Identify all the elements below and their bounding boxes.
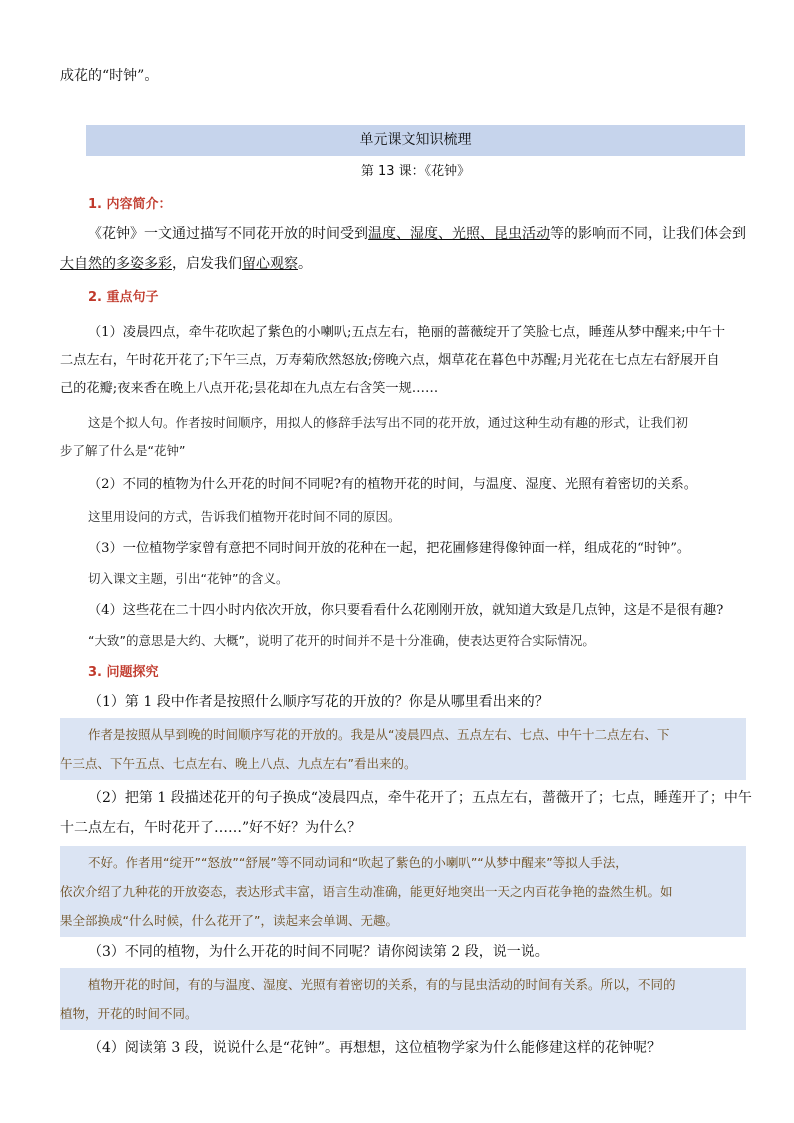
answer-3-line-2: 植物，开花的时间不同。 bbox=[60, 1006, 198, 1021]
intro-text: ，启发我们 bbox=[172, 256, 242, 272]
section-banner: 单元课文知识梳理 bbox=[86, 125, 745, 156]
note-2: 这里用设问的方式，告诉我们植物开花时间不同的原因。 bbox=[88, 509, 401, 524]
sentence-4: （4）这些花在二十四小时内依次开放，你只要看看什么花刚刚开放，就知道大致是几点钟，这是不是很有趣? bbox=[88, 603, 724, 618]
answer-2-line-2: 依次介绍了九种花的开放姿态，表达形式丰富，语言生动准确，能更好地突出一天之内百花争艳的盎然生机。如 bbox=[60, 884, 673, 899]
answer-2-line-1: 不好。作者用“绽开”“怒放”“舒展”等不同动词和“吹起了紫色的小喇叭”“从梦中醒来”等拟人手法， bbox=[88, 855, 628, 870]
answer-3-box bbox=[60, 968, 746, 1030]
answer-1-box bbox=[60, 718, 746, 780]
note-4: “大致”的意思是大约、大概”，说明了花开的时间并不是十分准确，使表达更符合实际情况。 bbox=[88, 633, 595, 648]
answer-3-line-1: 植物开花的时间，有的与温度、湿度、光照有着密切的关系，有的与昆虫活动的时间有关系。所以，不同的 bbox=[88, 977, 676, 992]
note-1-line-1: 这是个拟人句。作者按时间顺序，用拟人的修辞手法写出不同的花开放，通过这种生动有趣的形式，让我们初 bbox=[88, 415, 689, 430]
answer-2-line-3: 果全部换成“什么时候，什么花开了”，读起来会单调、无趣。 bbox=[60, 913, 398, 928]
intro-underline: 温度、湿度、光照、昆虫活动 bbox=[368, 226, 550, 242]
intro-text: 。 bbox=[298, 256, 312, 272]
intro-line-2 bbox=[60, 250, 746, 279]
answer-1-line-2: 午三点、下午五点、七点左右、晚上八点、九点左右”看出来的。 bbox=[60, 756, 417, 771]
sentence-1-line-3: 己的花瓣;夜来香在晚上八点开花;昙花却在九点左右含笑一规…… bbox=[60, 381, 439, 396]
question-1: （1）第 1 段中作者是按照什么顺序写花的开放的？你是从哪里看出来的？ bbox=[88, 694, 549, 710]
intro-text: 《花钟》一文通过描写不同花开放的时间受到 bbox=[88, 226, 368, 242]
answer-2-box bbox=[60, 846, 746, 937]
answer-1-line-1: 作者是按照从早到晚的时间顺序写花的开放的。我是从“凌晨四点、五点左右、七点、中午十二点左右、下 bbox=[88, 727, 670, 742]
question-2-line-1: （2）把第 1 段描述花开的句子换成“凌晨四点，牵牛花开了；五点左右，蔷薇开了；七点，睡莲开了；中午 bbox=[88, 790, 752, 806]
sentence-1-line-2: 二点左右，午时花开花了;下午三点，万寿菊欣然怒放;傍晚六点，烟草花在暮色中苏醒;月光花在七点左右舒展开自 bbox=[60, 353, 720, 368]
section-title-sentences: 2. 重点句子 bbox=[88, 290, 159, 305]
question-3: （3）不同的植物，为什么开花的时间不同呢？请你阅读第 2 段，说一说。 bbox=[88, 944, 549, 960]
note-3: 切入课文主题，引出“花钟”的含义。 bbox=[88, 571, 289, 586]
sentence-1-line-1: （1）凌晨四点，牵牛花吹起了紫色的小喇叭;五点左右，艳丽的蔷薇绽开了笑脸七点，睡莲从梦中醒来;中午十 bbox=[88, 325, 726, 340]
top-line: 成花的“时钟”。 bbox=[60, 68, 159, 84]
intro-text: 等的影响而不同，让我们体会到 bbox=[550, 226, 746, 242]
sentence-2: （2）不同的植物为什么开花的时间不同呢?有的植物开花的时间，与温度、湿度、光照有着密切的关系。 bbox=[88, 477, 697, 492]
intro-underline: 留心观察 bbox=[242, 256, 298, 272]
question-2-line-2: 十二点左右，午时花开了……”好不好？为什么？ bbox=[60, 820, 362, 836]
intro-line-1 bbox=[60, 220, 746, 249]
lesson-title: 第 13 课：《花钟》 bbox=[360, 164, 471, 179]
question-4: （4）阅读第 3 段，说说什么是“花钟”。再想想，这位植物学家为什么能修建这样的花钟呢？ bbox=[88, 1040, 662, 1056]
section-title-intro: 1. 内容简介： bbox=[88, 197, 172, 212]
sentence-3: （3）一位植物学家曾有意把不同时间开放的花种在一起，把花圃修建得像钟面一样，组成花的“时钟”。 bbox=[88, 541, 691, 556]
note-1-line-2: 步了解了什么是“花钟” bbox=[60, 443, 186, 458]
section-title-questions: 3. 问题探究 bbox=[88, 665, 159, 680]
intro-underline: 大自然的多姿多彩 bbox=[60, 256, 172, 272]
